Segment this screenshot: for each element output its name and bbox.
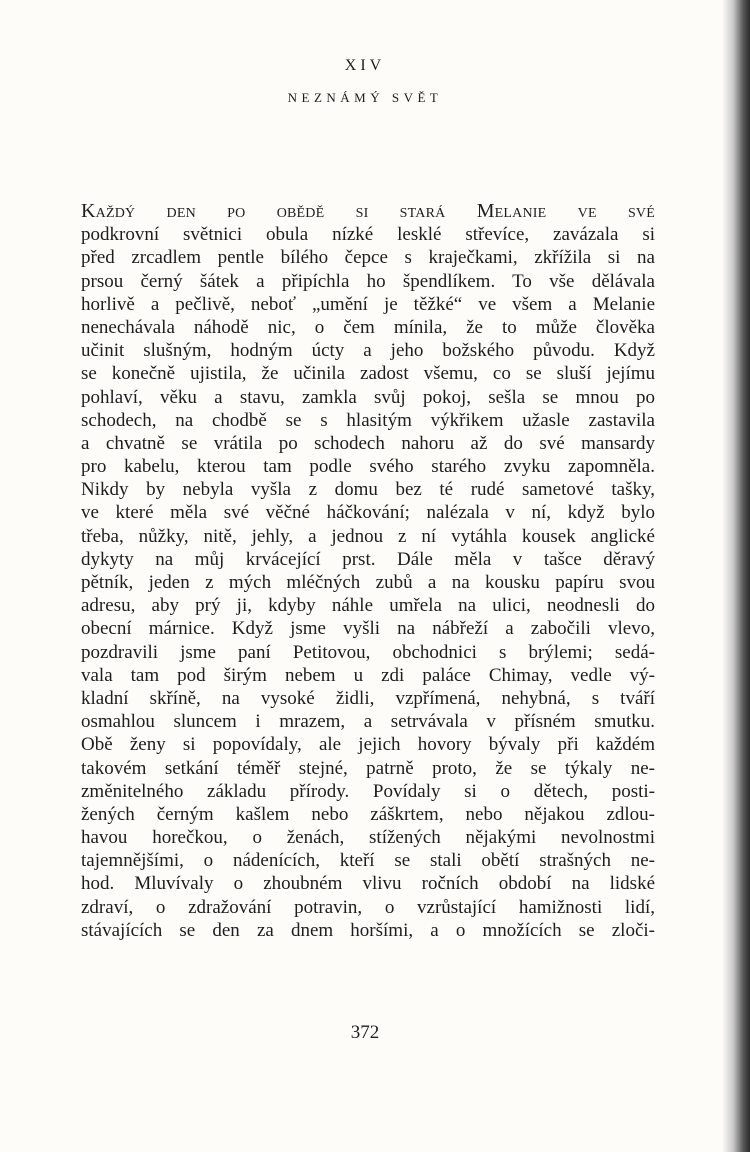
text-line: hod. Mluvívaly o zhoubném vlivu ročních období na lidské [81,873,655,895]
text-line: pohlaví, věku a stavu, zamkla svůj pokoj, sešla se mnou po [81,386,655,408]
text-line: kladní skříně, na vysoké židli, vzpřímená, nehybná, s tváří [81,687,655,709]
text-line: pětník, jeden z mých mléčných zubů a na kousku papíru svou [81,572,655,593]
text-line: schodech, na chodbě se s hlasitým výkřikem užasle zastavila [81,409,655,431]
text-line: zdraví, o zdražování potravin, o vzrůstající hamižnosti lidí, [81,896,655,918]
text-line: havou horečkou, o ženách, stížených nějakými nevolnostmi [81,827,655,849]
text-line: horlivě a pečlivě, neboť „umění je těžké“ ve všem a Melanie [81,293,655,315]
text-line: podkrovní světnici obula nízké lesklé střevíce, zavázala si [81,224,655,246]
body-text [81,200,655,942]
text-line: Nikdy by nebyla vyšla z domu bez té rudé sametové tašky, [81,479,655,501]
text-line: Obě ženy si popovídaly, ale jejich hovory bývaly při každém [81,734,655,756]
page-edge-shadow [722,0,750,1152]
text-line: adresu, aby prý ji, kdyby náhle umřela na ulici, neodnesli do [81,595,655,617]
text-line: ve které měla své věčné háčkování; nalézala v ní, když bylo [81,502,655,524]
page-number: 372 [350,1022,380,1043]
text-line: prsou černý šátek a připíchla ho špendlíkem. To vše dělávala [81,270,655,292]
text-line: změnitelného základu přírody. Povídaly si o dětech, posti- [81,780,655,802]
text-line: před zrcadlem pentle bílého čepce s kraječkami, zkřížila si na [81,247,655,269]
text-line: učinit slušným, hodným úcty a jeho božského původu. Když [81,340,655,362]
text-line: nenechávala náhodě nic, o čem mínila, že to může člověka [81,316,655,338]
text-line: pro kabelu, kterou tam podle svého starého zvyku zapomněla. [81,456,655,478]
text-line: a chvatně se vrátila po schodech nahoru až do své mansardy [81,432,655,454]
text-line: žených černým kašlem nebo záškrtem, nebo nějakou zdlou- [81,803,655,825]
text-line: dykyty na můj krvácející prst. Dále měla v tašce děravý [81,548,655,570]
text-line: tajemnějšími, o nádenících, kteří se stali obětí strašných ne- [81,850,655,872]
text-line: pozdravili jsme paní Petitovou, obchodnici s brýlemi; sedá- [81,641,655,663]
chapter-title: NEZNÁMÝ SVĚT [287,90,443,105]
text-line: vala tam pod širým nebem u zdi paláce Chimay, vedle vý- [81,664,655,686]
text-line: se konečně ujistila, že učinila zadost všemu, co se sluší jejímu [81,363,655,385]
text-line: obecní márnice. Když jsme vyšli na nábřeží a zabočili vlevo, [81,618,655,640]
text-line: takovém setkání téměř stejné, patrně proto, že se týkaly ne- [81,757,655,779]
text-line: třeba, nůžky, nitě, jehly, a jednou z ní vytáhla kousek anglické [81,525,655,547]
text-line: osmahlou sluncem i mrazem, a setrvávala v přísném smutku. [81,711,655,733]
chapter-number: XIV [344,57,386,74]
text-line-opening: Každý den po obědě si stará Melanie ve své [81,200,655,222]
text-line: stávajících se den za dnem horšími, a o množících se zloči- [81,919,655,941]
